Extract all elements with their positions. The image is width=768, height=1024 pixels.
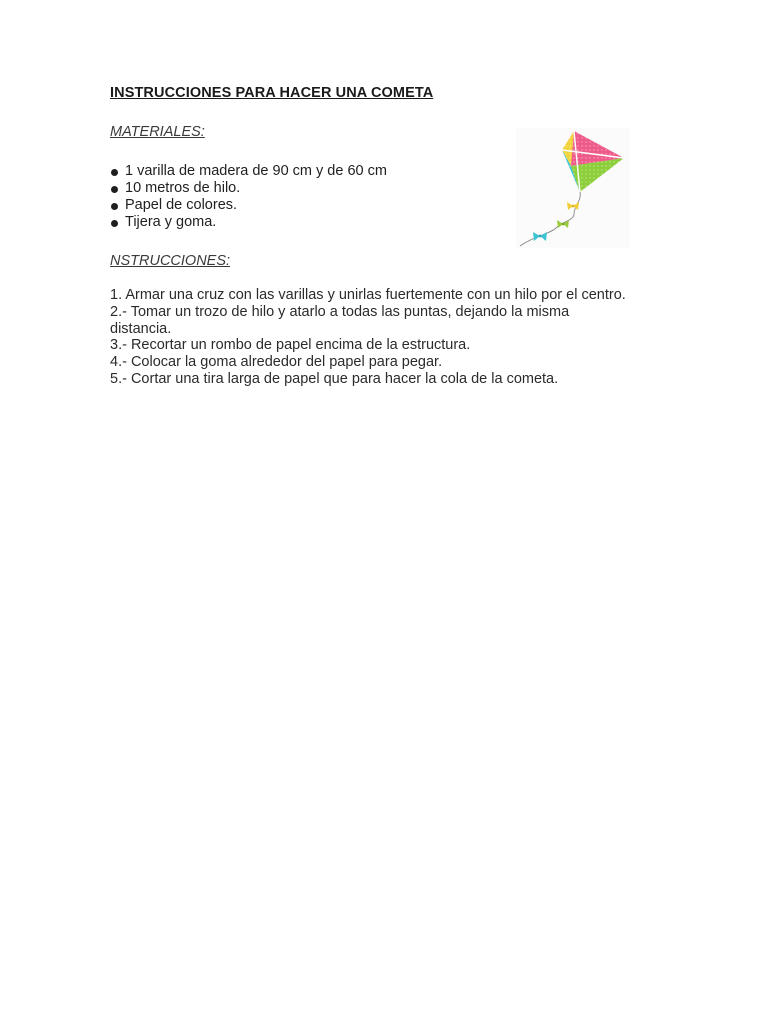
document-title: INSTRUCCIONES PARA HACER UNA COMETA (110, 85, 434, 101)
step-item: 1. Armar una cruz con las varillas y unirlas fuertemente con un hilo por el centro. (110, 287, 626, 303)
materials-list (110, 163, 387, 231)
list-item (110, 197, 387, 214)
list-item (110, 214, 387, 231)
step-item: 4.- Colocar la goma alrededor del papel para pegar. (110, 354, 443, 371)
bullet-icon (111, 220, 118, 227)
instructions-steps (110, 287, 630, 388)
bullet-icon (111, 186, 118, 193)
step-item: 2.- Tomar un trozo de hilo y atarlo a todas las puntas, dejando la misma distancia. (110, 303, 570, 337)
material-text: 10 metros de hilo. (125, 180, 241, 196)
instructions-heading-text: NSTRUCCIONES (110, 253, 227, 269)
instructions-heading (110, 253, 230, 269)
bullet-icon (111, 169, 118, 176)
bullet-icon (111, 203, 118, 210)
list-item (110, 180, 387, 197)
step-item: 3.- Recortar un rombo de papel encima de la estructura. (110, 337, 471, 354)
material-text: Tijera y goma. (125, 214, 217, 230)
material-text: Papel de colores. (125, 197, 238, 213)
list-item (110, 163, 387, 180)
instructions-heading-colon: : (226, 253, 231, 269)
material-text: 1 varilla de madera de 90 cm y de 60 cm (125, 163, 387, 179)
materials-heading: MATERIALES: (110, 124, 205, 140)
step-item: 5.- Cortar una tira larga de papel que para hacer la cola de la cometa. (110, 370, 559, 387)
kite-icon (516, 128, 630, 248)
